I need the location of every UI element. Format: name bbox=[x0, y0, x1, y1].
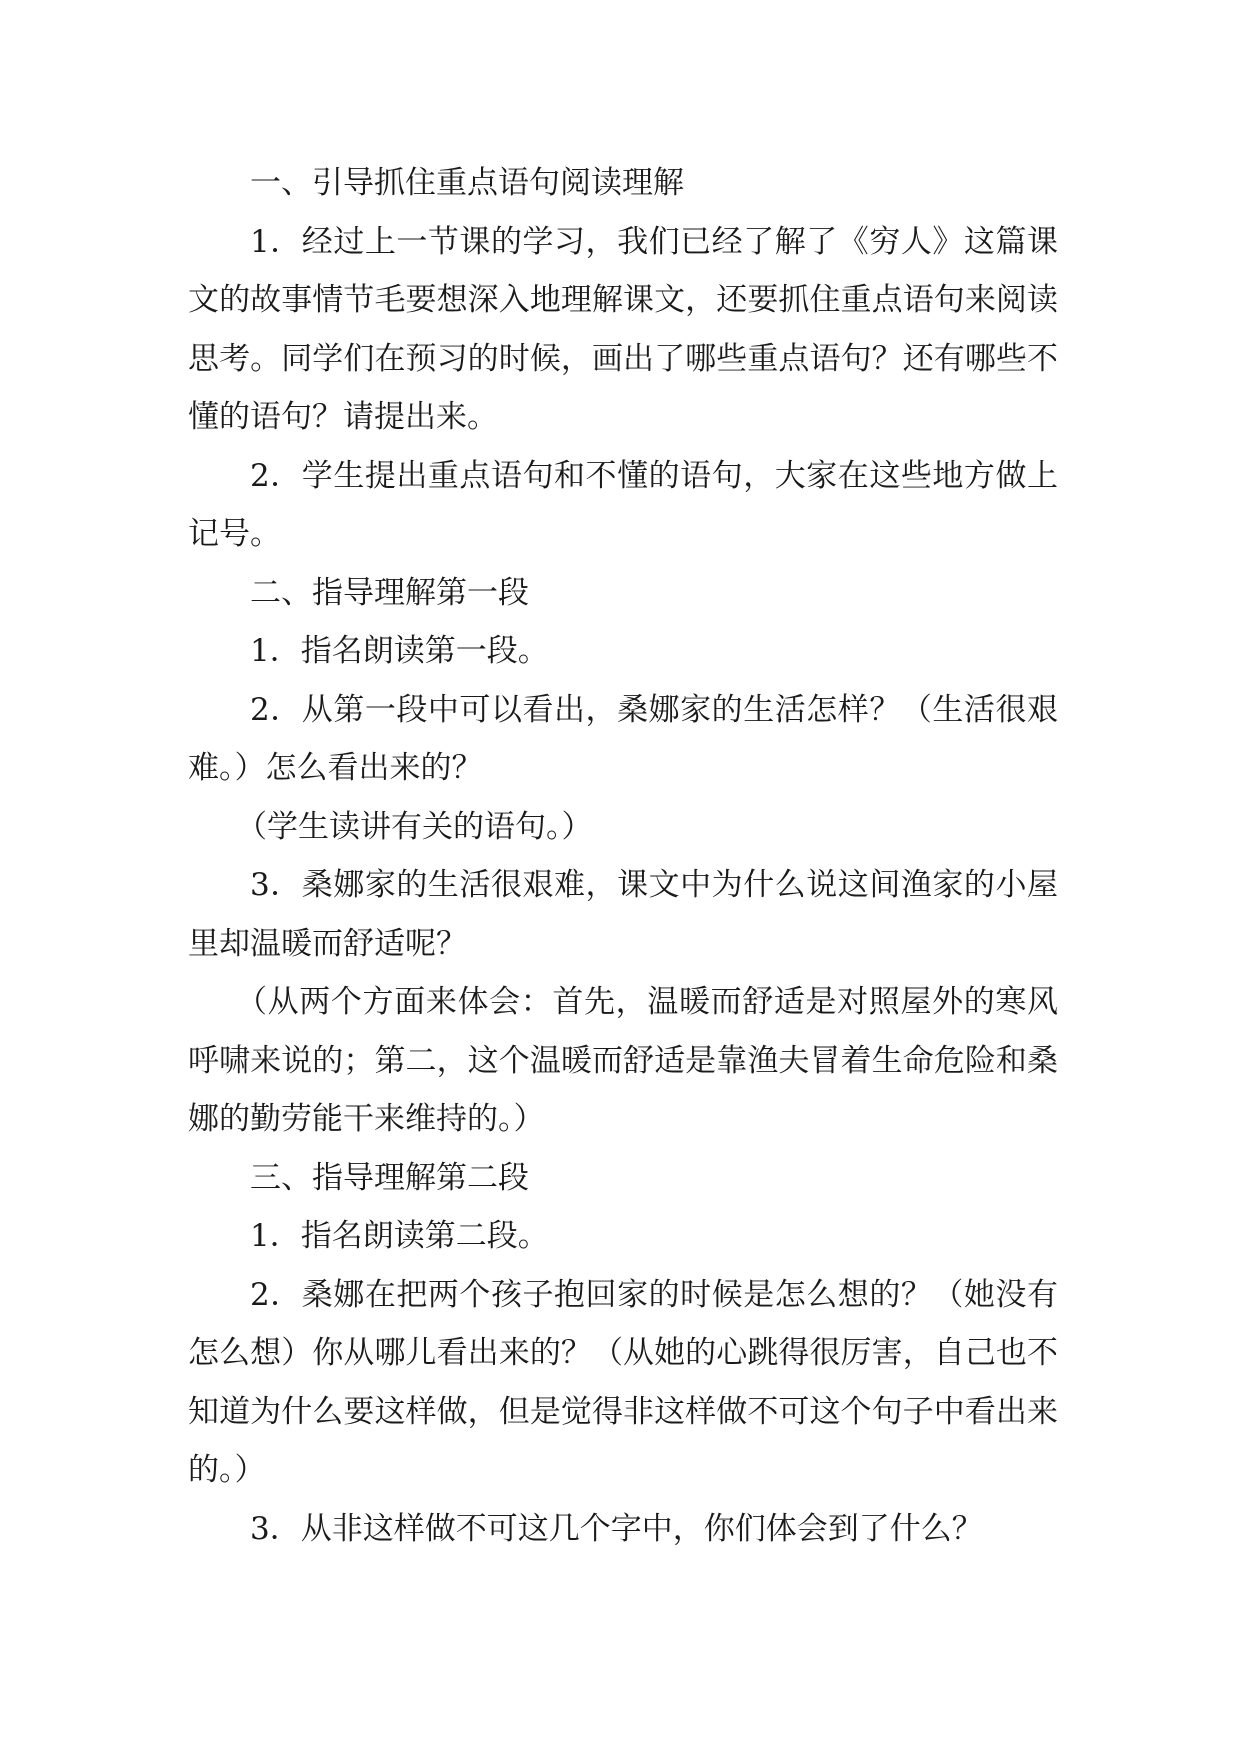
section-heading: 一、引导抓住重点语句阅读理解 bbox=[250, 165, 684, 201]
paragraph: 1．经过上一节课的学习，我们已经了解了《穷人》这篇课文的故事情节毛要想深入地理解课文，还要抓住重点语句来阅读思考。同学们在预习的时候，画出了哪些重点语句？还有哪些不懂的语句？请提出来。 bbox=[188, 223, 1058, 435]
paragraph: （从两个方面来体会：首先，温暖而舒适是对照屋外的寒风呼啸来说的；第二，这个温暖而舒适是靠渔夫冒着生命危险和桑娜的勤劳能干来维持的。） bbox=[188, 984, 1058, 1137]
paragraph: 1．指名朗读第二段。 bbox=[250, 1218, 549, 1254]
paragraph: 3．桑娜家的生活很艰难，课文中为什么说这间渔家的小屋里却温暖而舒适呢？ bbox=[188, 867, 1058, 962]
paragraph: 1．指名朗读第一段。 bbox=[250, 633, 549, 669]
paragraph: 3．从非这样做不可这几个字中，你们体会到了什么？ bbox=[250, 1510, 983, 1547]
paragraph: （学生读讲有关的语句。） bbox=[236, 808, 593, 845]
section-heading: 三、指导理解第二段 bbox=[250, 1159, 529, 1196]
section-heading: 二、指导理解第一段 bbox=[250, 574, 529, 611]
paragraph: 2．学生提出重点语句和不懂的语句，大家在这些地方做上记号。 bbox=[188, 457, 1058, 552]
document-page bbox=[188, 154, 1058, 1558]
paragraph: 2．桑娜在把两个孩子抱回家的时候是怎么想的？（她没有怎么想）你从哪儿看出来的？（从她的心跳得很厉害，自己也不知道为什么要这样做，但是觉得非这样做不可这个句子中看出来的。） bbox=[188, 1276, 1058, 1488]
paragraph: 2．从第一段中可以看出，桑娜家的生活怎样？（生活很艰难。）怎么看出来的？ bbox=[188, 691, 1058, 786]
